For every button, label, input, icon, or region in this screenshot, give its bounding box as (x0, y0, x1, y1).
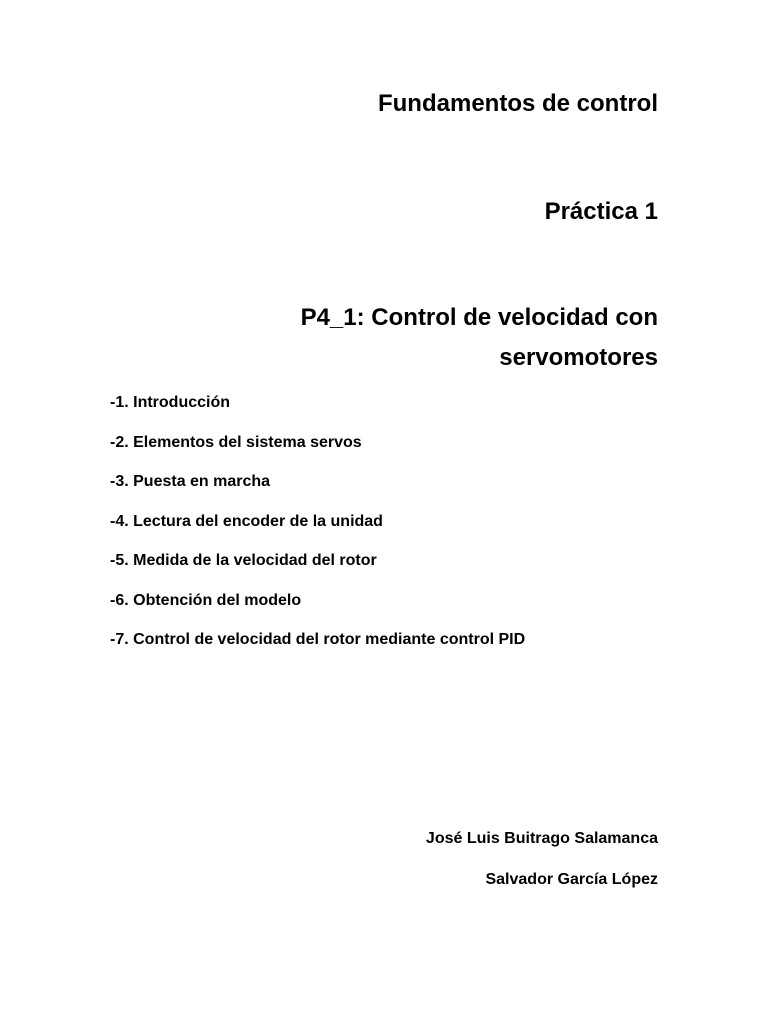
authors (426, 828, 658, 910)
table-of-contents (110, 392, 525, 669)
subject-title: Fundamentos de control (377, 90, 658, 117)
toc-item-4: -4. Lectura del encoder de la unidad (110, 512, 383, 530)
author-2: Salvador García López (485, 871, 658, 888)
toc-item-6: -6. Obtención del modelo (110, 591, 302, 609)
toc-item-2: -2. Elementos del sistema servos (110, 433, 362, 451)
author-1: José Luis Buitrago Salamanca (425, 830, 658, 847)
toc-item-1: -1. Introducción (110, 394, 230, 411)
practice-title: Práctica 1 (544, 198, 658, 225)
toc-item-7: -7. Control de velocidad del rotor mediante control PID (110, 631, 526, 648)
toc-item-5: -5. Medida de la velocidad del rotor (110, 552, 377, 569)
toc-item-3: -3. Puesta en marcha (110, 473, 271, 490)
main-title: P4_1: Control de velocidad con servomotores (300, 304, 658, 371)
